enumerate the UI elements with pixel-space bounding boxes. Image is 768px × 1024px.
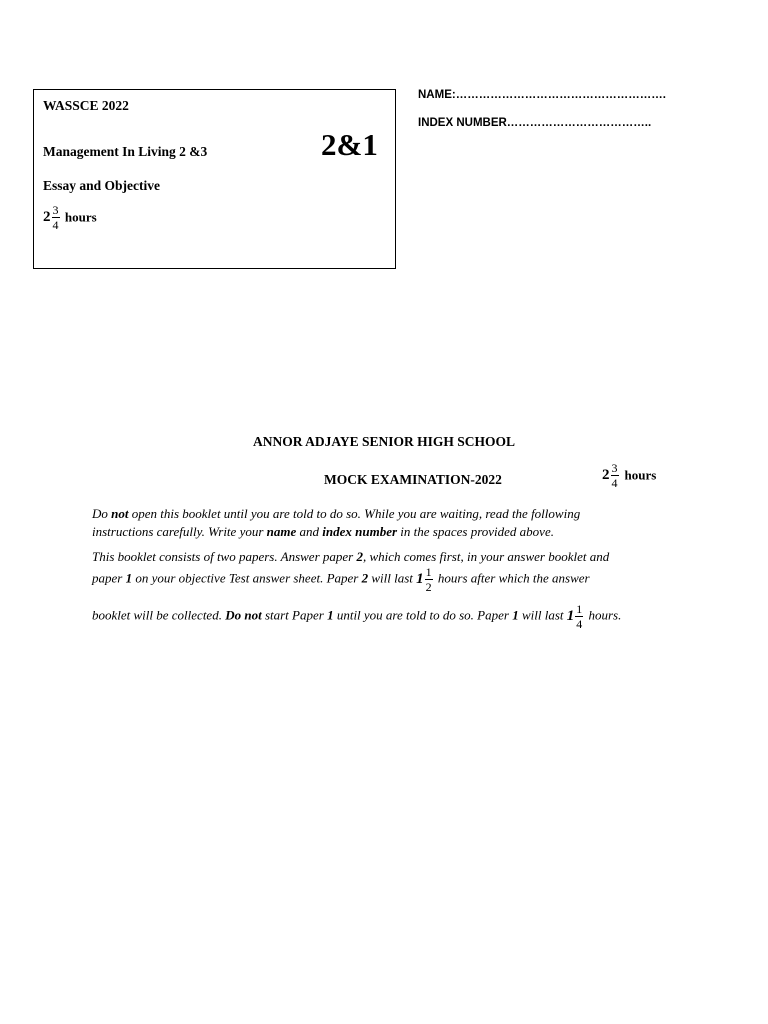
- instr-text: open this booklet until you are told to do so. While you are waiting, read the following: [128, 506, 581, 521]
- instr-fraction: [575, 603, 583, 630]
- subject-name: Management In Living 2 &3: [43, 144, 208, 159]
- mock-duration-denominator: 4: [611, 476, 618, 490]
- mock-duration-unit: hours: [624, 467, 657, 483]
- instr-text: hours.: [585, 607, 622, 623]
- duration-whole: 2: [43, 209, 51, 225]
- duration-numerator: 3: [52, 203, 59, 217]
- instr-fraction-whole: 1: [416, 571, 424, 587]
- mock-duration-numerator: 3: [611, 461, 618, 475]
- instr-text: This booklet consists of two papers. Answer paper: [92, 549, 357, 564]
- instr-emphasis: Do not: [225, 607, 262, 623]
- instr-emphasis: 2: [356, 549, 363, 564]
- paper-code: 2&1: [321, 127, 378, 162]
- header-duration: [43, 204, 97, 231]
- paper-type: Essay and Objective: [43, 178, 161, 193]
- mock-title: MOCK EXAMINATION-2022: [324, 472, 502, 487]
- instr-text: on your objective Test answer sheet. Paper: [132, 570, 362, 586]
- instr-fraction-whole: 1: [566, 608, 575, 624]
- exam-name: WASSCE 2022: [43, 98, 129, 113]
- instr-text: start Paper: [261, 607, 328, 623]
- instr-fraction-numerator: 1: [576, 602, 583, 616]
- instr-fraction-numerator: 1: [425, 565, 432, 579]
- instruction-line-3: [92, 549, 609, 565]
- mock-duration-fraction: [611, 462, 619, 489]
- duration-fraction: [52, 204, 60, 231]
- exam-header-box: [33, 89, 396, 269]
- instr-emphasis: 1: [327, 607, 334, 623]
- instr-emphasis: not: [111, 506, 129, 521]
- duration-unit: hours: [64, 209, 97, 225]
- instr-emphasis: index number: [322, 524, 398, 539]
- school-title: [0, 434, 768, 450]
- instr-text: booklet will be collected.: [92, 607, 226, 623]
- instr-fraction: [425, 566, 433, 593]
- instr-text: hours after which the answer: [434, 570, 590, 586]
- instr-text: and: [296, 524, 323, 539]
- name-field: NAME:……………………………………………….: [418, 89, 666, 101]
- instr-emphasis: name: [266, 524, 297, 539]
- instr-fraction-denominator: 2: [425, 580, 432, 594]
- index-number-field: INDEX NUMBER………………………………..: [418, 117, 652, 129]
- instr-fraction-denominator: 4: [576, 617, 583, 631]
- instr-emphasis: 1: [512, 607, 519, 623]
- instr-text: , which comes first, in your answer booklet and: [362, 549, 610, 564]
- duration-denominator: 4: [52, 218, 59, 232]
- mock-duration: [602, 462, 656, 489]
- school-name: ANNOR ADJAYE SENIOR HIGH SCHOOL: [252, 434, 516, 449]
- instruction-line-5: [92, 603, 621, 630]
- instr-text: will last: [518, 607, 567, 623]
- instruction-line-4: [92, 566, 590, 593]
- instr-emphasis: 2: [361, 570, 369, 586]
- instr-text: in the spaces provided above.: [397, 524, 554, 539]
- instruction-line-2: [92, 524, 554, 540]
- instr-text: Do: [92, 506, 112, 521]
- instr-text: instructions carefully. Write your: [92, 524, 267, 539]
- instr-text: paper: [92, 570, 126, 586]
- instr-text: will last: [368, 570, 417, 586]
- mock-duration-whole: 2: [602, 467, 610, 483]
- instruction-line-1: [92, 506, 580, 522]
- instr-emphasis: 1: [125, 570, 133, 586]
- instr-text: until you are told to do so. Paper: [333, 607, 513, 623]
